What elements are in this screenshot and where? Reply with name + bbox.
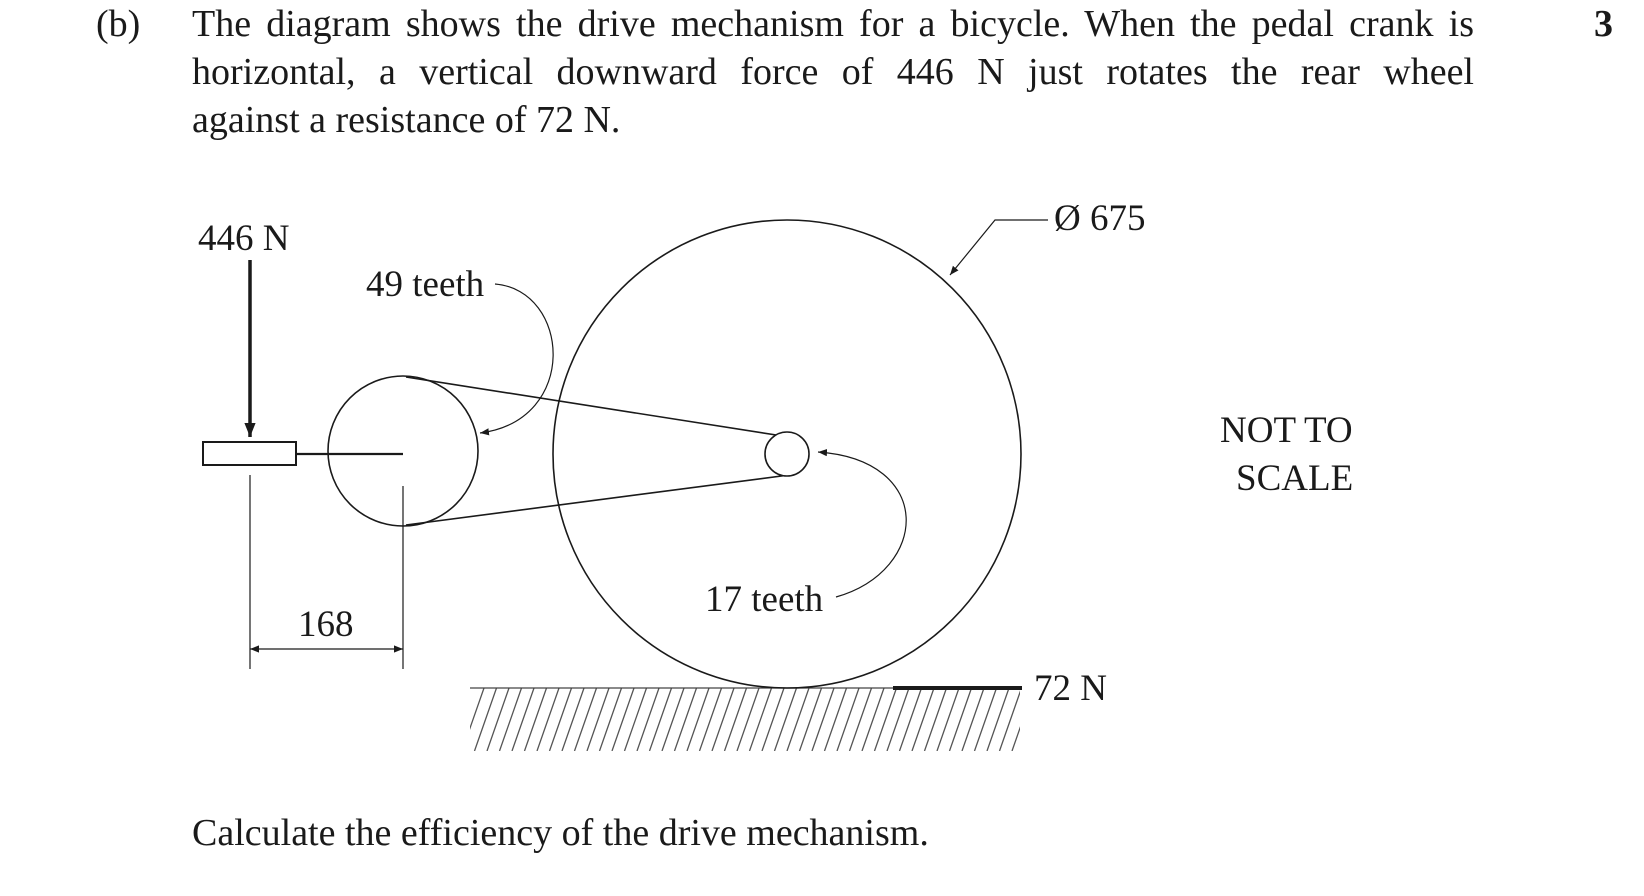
diameter-leader [950,220,1048,275]
hatch-stroke [575,688,597,751]
rear-sprocket [765,432,809,476]
hatch-stroke [525,688,547,751]
scale-note-line1: NOT TO [1220,410,1353,451]
chain-bottom [406,475,789,525]
stem-line-1: The diagram shows the drive mechanism for a bicycle. When the pedal crank is [192,3,1474,45]
hatch-stroke [912,688,934,751]
stem-line-3: against a resistance of 72 N. [192,99,621,141]
hatch-stroke [937,688,959,751]
hatch-stroke [1000,688,1022,751]
hatch-stroke [675,688,697,751]
hatch-stroke [700,688,722,751]
hatch-stroke [737,688,759,751]
chainring-label: 49 teeth [366,264,485,305]
hatch-stroke [825,688,847,751]
hatch-stroke [950,688,972,751]
hatch-stroke [962,688,984,751]
hatch-stroke [750,688,772,751]
hatch-stroke [725,688,747,751]
hatch-stroke [975,688,997,751]
hatch-stroke [900,688,922,751]
hatch-stroke [650,688,672,751]
force-label: 446 N [198,218,290,259]
hatch-stroke [475,688,497,751]
hatch-stroke [562,688,584,751]
resistance-label: 72 N [1034,668,1107,709]
hatch-stroke [1012,688,1034,751]
chainring-leader [480,284,553,433]
sprocket-leader [818,452,906,597]
pedal [203,442,296,465]
hatch-stroke [887,688,909,751]
ground-hatching [462,688,1047,751]
hatch-stroke [787,688,809,751]
sprocket-label: 17 teeth [705,579,824,620]
hatch-stroke [600,688,622,751]
stem-line-2: horizontal, a vertical downward force of 446 N just rotates the rear wheel [192,51,1474,93]
scale-note-line2: SCALE [1236,458,1354,499]
hatch-stroke [925,688,947,751]
hatch-stroke [662,688,684,751]
hatch-stroke [812,688,834,751]
hatch-stroke [537,688,559,751]
hatch-stroke [637,688,659,751]
hatch-stroke [500,688,522,751]
hatch-stroke [875,688,897,751]
marks-value: 3 [1594,3,1613,45]
hatch-stroke [587,688,609,751]
hatch-stroke [612,688,634,751]
hatch-stroke [837,688,859,751]
hatch-stroke [487,688,509,751]
hatch-stroke [800,688,822,751]
hatch-stroke [625,688,647,751]
hatch-stroke [712,688,734,751]
question-part-label: (b) [96,3,141,45]
hatch-stroke [462,688,484,751]
hatch-stroke [850,688,872,751]
question-prompt: Calculate the efficiency of the drive mechanism. [192,812,929,854]
hatch-stroke [687,688,709,751]
hatch-stroke [987,688,1009,751]
hatch-stroke [550,688,572,751]
wheel-diameter-label: Ø 675 [1054,198,1146,239]
hatch-stroke [862,688,884,751]
hatch-stroke [775,688,797,751]
hatch-stroke [762,688,784,751]
crank-length-label: 168 [298,604,354,645]
hatch-stroke [512,688,534,751]
